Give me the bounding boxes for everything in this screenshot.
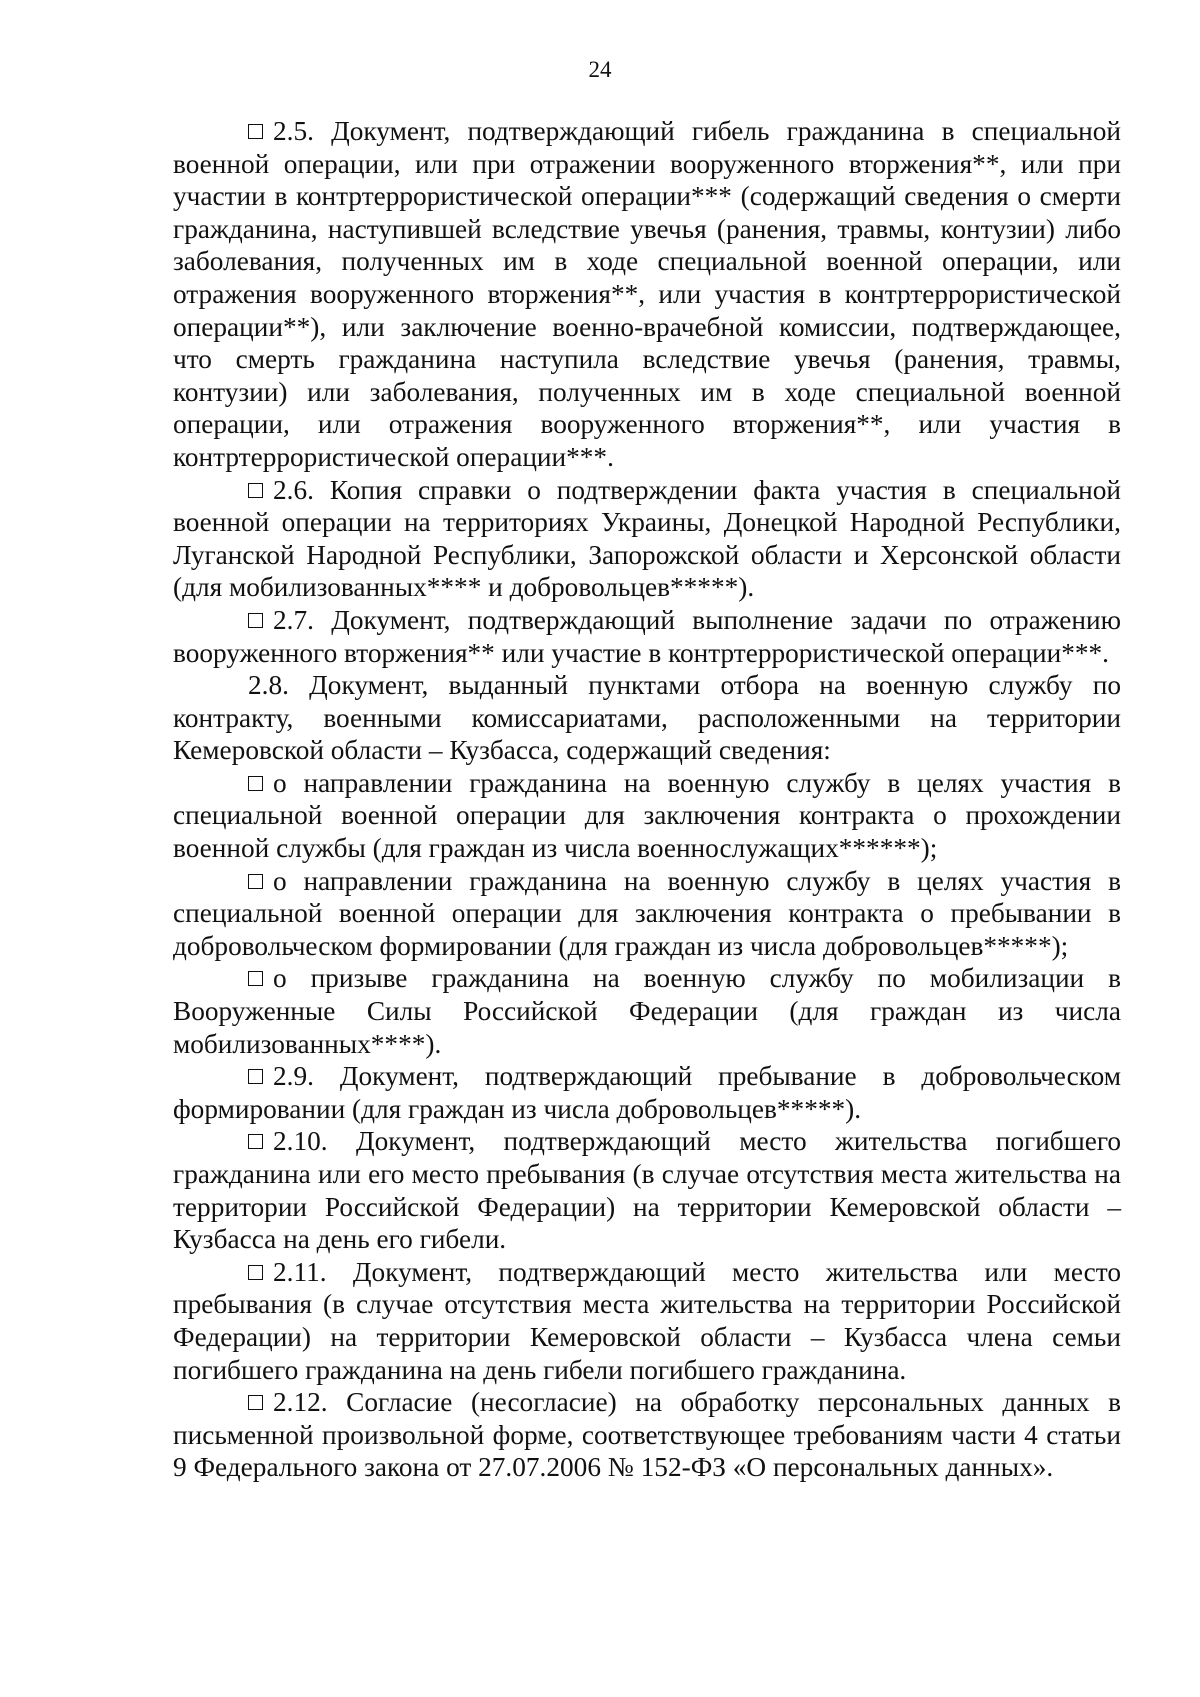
paragraph-text: 2.8. Документ, выданный пунктами отбора на военную службу по контракту, военными комиссариатами, расположенными на территории Кемеровской области – Кузбасса, содержащий сведения:	[173, 670, 1121, 766]
checkbox-icon[interactable]	[248, 1265, 263, 1280]
checkbox-icon[interactable]	[248, 776, 263, 791]
paragraph-2-6	[173, 474, 1121, 604]
paragraph-text: 2.7. Документ, подтверждающий выполнение задачи по отражению вооруженного вторжения** или участие в контртеррористической операции***.	[173, 604, 1121, 668]
paragraph-2-12	[173, 1386, 1121, 1484]
checkbox-icon[interactable]	[248, 874, 263, 889]
checkbox-icon[interactable]	[248, 124, 263, 139]
paragraph-text: 2.12. Согласие (несогласие) на обработку персональных данных в письменной произвольной форме, соответствующее требованиям части 4 статьи 9 Федерального закона от 27.07.2006 № 152-ФЗ «О персональных данных».	[173, 1387, 1121, 1483]
paragraph-2-8	[173, 669, 1121, 767]
paragraph-2-8-item-2	[173, 865, 1121, 963]
paragraph-2-8-item-3	[173, 962, 1121, 1060]
page-number: 24	[588, 57, 612, 82]
paragraph-text: о призыве гражданина на военную службу по мобилизации в Вооруженные Силы Российской Федерации (для граждан из числа мобилизованных****).	[173, 963, 1121, 1059]
checkbox-icon[interactable]	[248, 1069, 263, 1084]
paragraph-2-5	[173, 115, 1121, 474]
checkbox-icon[interactable]	[248, 971, 263, 986]
paragraph-text: 2.11. Документ, подтверждающий место жительства или место пребывания (в случае отсутствия места жительства на территории Российской Федерации) на территории Кемеровской области – Кузбасса члена семьи погибшего гражданина на день гибели погибшего гражданина.	[173, 1256, 1121, 1385]
checkbox-icon[interactable]	[248, 1395, 263, 1410]
paragraph-2-11	[173, 1256, 1121, 1386]
paragraph-text: о направлении гражданина на военную службу в целях участия в специальной военной операции для заключения контракта о пребывании в добровольческом формировании (для граждан из числа добровольцев*****);	[173, 865, 1121, 961]
paragraph-2-9	[173, 1060, 1121, 1125]
paragraph-2-7	[173, 604, 1121, 669]
paragraph-text: о направлении гражданина на военную службу в целях участия в специальной военной операции для заключения контракта о прохождении военной службы (для граждан из числа военнослужащих******);	[173, 767, 1121, 864]
paragraph-text: 2.5. Документ, подтверждающий гибель гражданина в специальной военной операции, или при отражении вооруженного вторжения**, или при участии в контртеррористической операции*** (содержащий сведения о смерти гражданина, наступившей вследствие увечья (ранения, травмы, контузии) либо заболевания, полученных им в ходе специальной военной операции, или отражения вооруженного вторжения**, или участия в контртеррористической операции**), или заключение военно-врачебной комиссии, подтверждающее, что смерть гражданина наступила вследствие увечья (ранения, травмы, контузии) или заболевания, полученных им в ходе специальной военной операции, или отражения вооруженного вторжения**, или участия в контртеррористической операции***.	[173, 116, 1121, 472]
checkbox-icon[interactable]	[248, 483, 263, 498]
paragraph-2-8-item-1	[173, 767, 1121, 865]
paragraph-text: 2.9. Документ, подтверждающий пребывание в добровольческом формировании (для граждан из числа добровольцев*****).	[173, 1061, 1121, 1124]
paragraph-2-10	[173, 1125, 1121, 1255]
checkbox-icon[interactable]	[248, 613, 263, 628]
checkbox-icon[interactable]	[248, 1134, 263, 1149]
document-body	[173, 115, 1121, 1484]
paragraph-text: 2.6. Копия справки о подтверждении факта участия в специальной военной операции на территориях Украины, Донецкой Народной Республики, Луганской Народной Республики, Запорожской области и Херсонской области (для мобилизованных**** и добровольцев*****).	[173, 474, 1121, 603]
paragraph-text: 2.10. Документ, подтверждающий место жительства погибшего гражданина или его место пребывания (в случае отсутствия места жительства на территории Российской Федерации) на территории Кемеровской области – Кузбасса на день его гибели.	[173, 1126, 1121, 1255]
